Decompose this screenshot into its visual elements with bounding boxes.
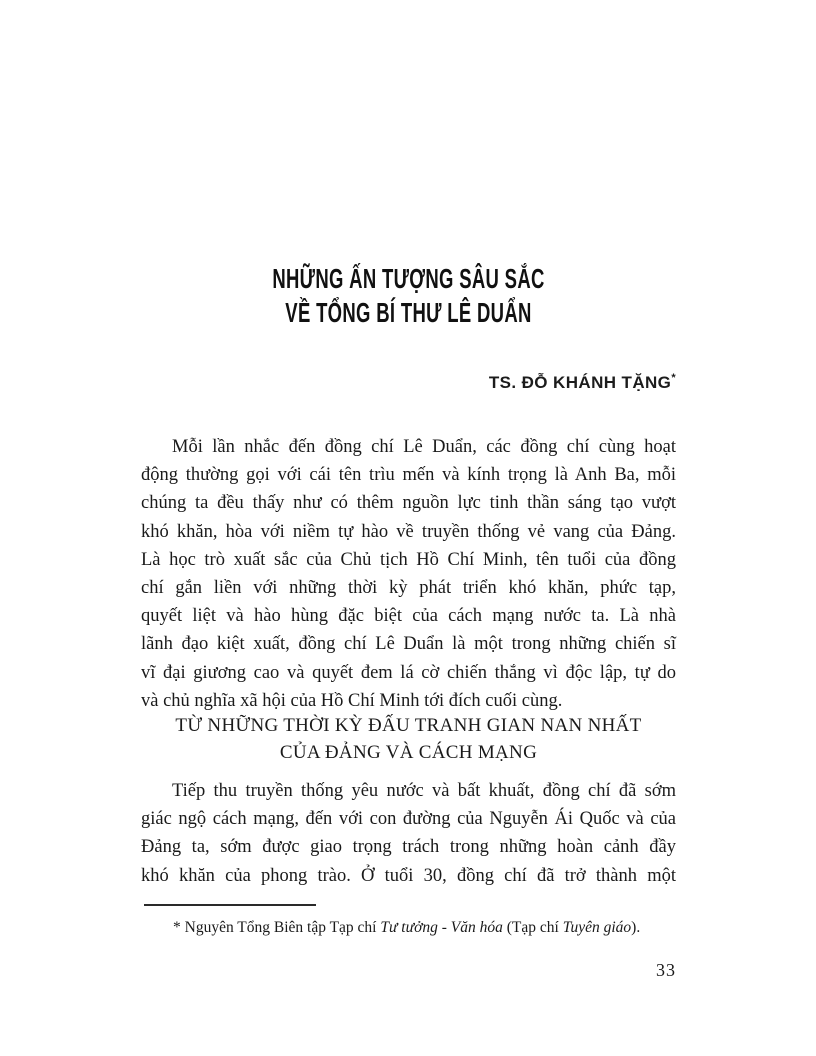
- text-line: khó khăn, hòa với niềm tự hào về truyền thống vẻ vang của Đảng.: [141, 521, 676, 542]
- text-line: chí gắn liền với những thời kỳ phát triển khó khăn, phức tạp,: [141, 578, 676, 599]
- text-line: lãnh đạo kiệt xuất, đồng chí Lê Duẩn là một trong những chiến sĩ: [141, 634, 676, 655]
- body-paragraph-2: [141, 777, 676, 890]
- text-line: Mỗi lần nhắc đến đồng chí Lê Duẩn, các đồng chí cùng hoạt: [172, 437, 676, 457]
- text-line: TỪ NHỮNG THỜI KỲ ĐẤU TRANH GIAN NAN NHẤT: [175, 715, 642, 736]
- text-line: chúng ta đều thấy như có thêm nguồn lực tinh thần sáng tạo vượt: [141, 493, 676, 514]
- text-line: NHỮNG ẤN TƯỢNG SÂU SẮC: [272, 263, 545, 294]
- footnote: [141, 917, 676, 939]
- text-line: động thường gọi với cái tên trìu mến và kính trọng là Anh Ba, mỗi: [141, 465, 676, 486]
- text-line: Là học trò xuất sắc của Chủ tịch Hồ Chí Minh, tên tuổi của đồng: [141, 549, 676, 570]
- text-line: Đảng ta, sớm được giao trọng trách trong những hoàn cảnh đầy: [141, 837, 676, 858]
- page-number: 33: [656, 960, 676, 980]
- text-line: vĩ đại giương cao và quyết đem lá cờ chiến thắng vì độc lập, tự do: [141, 662, 676, 683]
- section-heading: [141, 712, 676, 766]
- text-line: quyết liệt và hào hùng đặc biệt của cách mạng nước ta. Là nhà: [141, 606, 676, 627]
- text-line: VỀ TỔNG BÍ THƯ LÊ DUẨN: [285, 297, 532, 328]
- text-line: Tiếp thu truyền thống yêu nước và bất khuất, đồng chí đã sớm: [172, 781, 676, 801]
- author-footnote-marker: *: [671, 372, 676, 384]
- footnote-divider: [144, 904, 316, 906]
- body-paragraph-1: [141, 433, 676, 715]
- page-title: [232, 262, 585, 330]
- footnote-text: * Nguyên Tổng Biên tập Tạp chí: [173, 919, 381, 936]
- author-byline: [141, 372, 676, 393]
- journal-title: Tư tưởng - Văn hóa: [380, 919, 503, 936]
- text-line: giác ngộ cách mạng, đến với con đường của Nguyễn Ái Quốc và của: [141, 809, 676, 830]
- footnote-text: ).: [631, 919, 641, 936]
- footnote-text: (Tạp chí: [502, 919, 563, 936]
- text-line: khó khăn của phong trào. Ở tuổi 30, đồng chí đã trở thành một: [141, 865, 676, 886]
- text-line: và chủ nghĩa xã hội của Hồ Chí Minh tới đích cuối cùng.: [141, 690, 563, 711]
- journal-title: Tuyên giáo: [562, 919, 632, 936]
- author-name: TS. ĐỖ KHÁNH TẶNG: [488, 373, 672, 392]
- text-line: CỦA ĐẢNG VÀ CÁCH MẠNG: [279, 742, 538, 763]
